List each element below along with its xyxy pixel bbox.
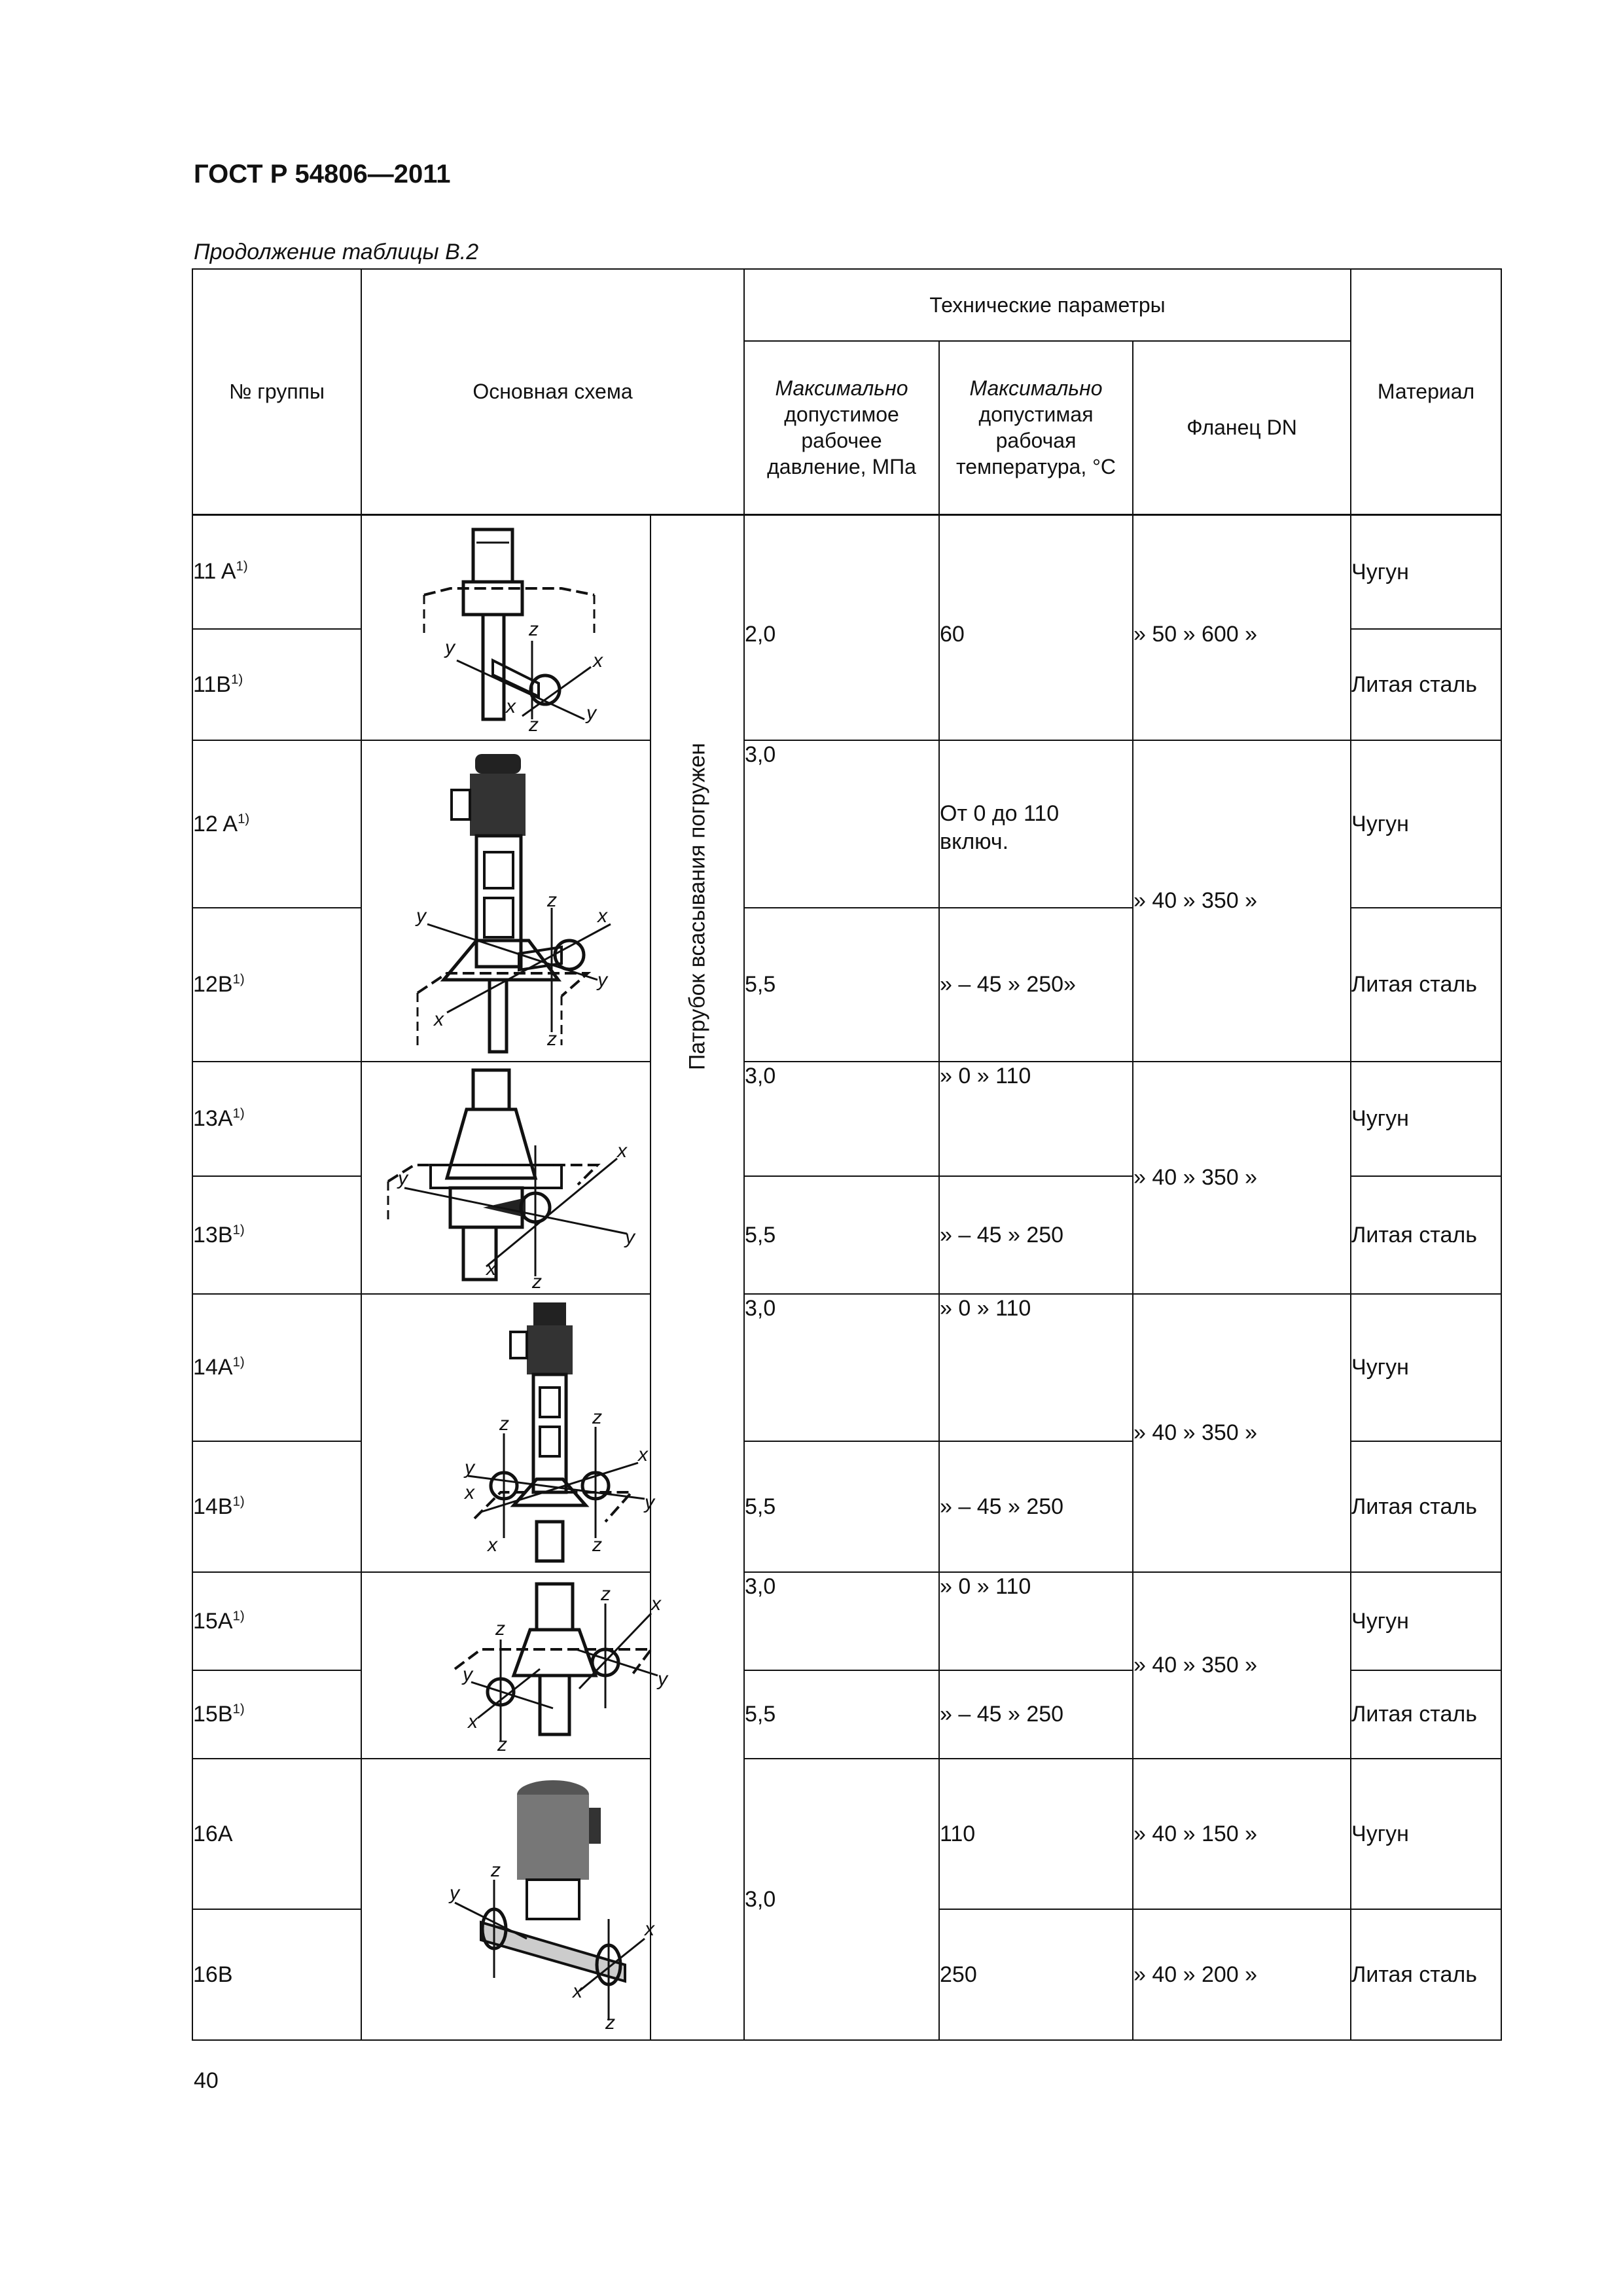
- axis-label-z: z: [532, 1270, 542, 1289]
- material-cell: Чугун: [1351, 1062, 1501, 1176]
- material-cell: Литая сталь: [1351, 1176, 1501, 1294]
- axis-label-x: x: [597, 905, 607, 927]
- axis-label-x: x: [506, 695, 516, 717]
- table-row: [192, 1759, 1501, 1909]
- pump-scheme-15-icon: [416, 1577, 690, 1754]
- group-cell: 12 $A^{1)}$: [192, 740, 361, 908]
- header-temperature-rest: допустимая рабочая температура, °С: [955, 403, 1116, 479]
- temperature-12a: От 0 до 110 включ.: [939, 740, 1133, 908]
- material-cell: Литая сталь: [1351, 1670, 1501, 1759]
- axis-label-x: x: [572, 1981, 582, 2002]
- material-cell: Чугун: [1351, 1572, 1501, 1670]
- group-cell: 16B: [192, 1909, 361, 2040]
- pump-scheme-14-icon: [429, 1296, 677, 1571]
- axis-label-x: x: [644, 1918, 654, 1940]
- page-number: 40: [194, 2068, 219, 2093]
- axis-label-x: x: [434, 1008, 444, 1030]
- header-pressure: [744, 341, 939, 514]
- suction-label: Патрубок всасывания погружен: [685, 742, 709, 1071]
- group-cell: $12B^{1)}$: [192, 908, 361, 1062]
- axis-label-z: z: [547, 889, 557, 911]
- axis-label-x: x: [486, 1257, 496, 1280]
- table-row: [192, 1294, 1501, 1441]
- header-group: № группы: [192, 269, 361, 514]
- pump-scheme-11-icon: [398, 523, 614, 732]
- pressure-14b: 5,5: [744, 1441, 939, 1572]
- material-cell: Литая сталь: [1351, 1909, 1501, 2040]
- group-cell: $14A^{1)}$: [192, 1294, 361, 1441]
- pressure-16: 3,0: [744, 1759, 939, 2040]
- axis-label-z: z: [499, 1412, 509, 1435]
- table-row: [192, 1572, 1501, 1670]
- axis-label-x: x: [651, 1592, 661, 1615]
- header-material: Материал: [1351, 269, 1501, 514]
- axis-label-y: y: [462, 1663, 473, 1685]
- material-cell: Чугун: [1351, 514, 1501, 629]
- table-row: [192, 514, 1501, 629]
- axis-label-y: y: [464, 1456, 474, 1479]
- spec-table: [192, 268, 1502, 2041]
- group-cell: 11 $A^{1)}$: [192, 514, 361, 629]
- axis-label-z: z: [490, 1859, 501, 1881]
- scheme-12-image: [361, 740, 651, 1062]
- pressure-13b: 5,5: [744, 1176, 939, 1294]
- temperature-13b: » – 45 » 250: [939, 1176, 1133, 1294]
- axis-label-y: y: [586, 702, 596, 724]
- material-cell: Литая сталь: [1351, 629, 1501, 740]
- pressure-15a: 3,0: [744, 1572, 939, 1670]
- material-cell: Чугун: [1351, 1294, 1501, 1441]
- material-cell: Чугун: [1351, 1759, 1501, 1909]
- temperature-12b: » – 45 » 250»: [939, 908, 1133, 1062]
- axis-label-x: x: [487, 1534, 497, 1556]
- axis-label-x: x: [617, 1139, 627, 1162]
- table-caption: Продолжение таблицы В.2: [194, 240, 479, 264]
- axis-label-z: z: [605, 2012, 615, 2030]
- temperature-11: 60: [939, 514, 1133, 740]
- pressure-12a: 3,0: [744, 740, 939, 908]
- pump-scheme-12-icon: [398, 744, 614, 1058]
- temperature-15a: » 0 » 110: [939, 1572, 1133, 1670]
- pressure-13a: 3,0: [744, 1062, 939, 1176]
- group-cell: $11B^{1)}$: [192, 629, 361, 740]
- axis-label-y: y: [445, 636, 455, 658]
- temperature-13a: » 0 » 110: [939, 1062, 1133, 1176]
- header-pressure-rest: допустимое рабочее давление, МПа: [767, 403, 916, 479]
- material-cell: Чугун: [1351, 740, 1501, 908]
- group-cell: $13B^{1)}$: [192, 1176, 361, 1294]
- header-pressure-italic: Максимально: [775, 376, 908, 401]
- pressure-15b: 5,5: [744, 1670, 939, 1759]
- scheme-11-image: [361, 514, 651, 740]
- axis-label-y: y: [416, 905, 426, 927]
- flange-12: » 40 » 350 »: [1133, 740, 1351, 1062]
- axis-label-x: x: [467, 1710, 478, 1732]
- axis-label-z: z: [495, 1617, 505, 1640]
- material-cell: Литая сталь: [1351, 1441, 1501, 1572]
- pressure-11: 2,0: [744, 514, 939, 740]
- document-title: ГОСТ Р 54806—2011: [194, 160, 451, 188]
- axis-label-z: z: [497, 1733, 507, 1754]
- flange-16a: » 40 » 150 »: [1133, 1759, 1351, 1909]
- axis-label-z: z: [592, 1534, 602, 1556]
- axis-label-y: y: [449, 1882, 459, 1904]
- axis-label-y: y: [644, 1491, 654, 1513]
- header-scheme: Основная схема: [361, 269, 744, 514]
- table-row: [192, 1062, 1501, 1176]
- axis-label-z: z: [592, 1406, 602, 1428]
- pressure-12b: 5,5: [744, 908, 939, 1062]
- group-cell: $15B^{1)}$: [192, 1670, 361, 1759]
- axis-label-y: y: [398, 1167, 408, 1189]
- temperature-14b: » – 45 » 250: [939, 1441, 1133, 1572]
- group-cell: $15A^{1)}$: [192, 1572, 361, 1670]
- flange-16b: » 40 » 200 »: [1133, 1909, 1351, 2040]
- flange-13: » 40 » 350 »: [1133, 1062, 1351, 1294]
- flange-15: » 40 » 350 »: [1133, 1572, 1351, 1759]
- header-temperature: [939, 341, 1133, 514]
- axis-label-z: z: [529, 618, 539, 640]
- header-tech-params: Технические параметры: [744, 269, 1351, 341]
- axis-label-y: y: [625, 1226, 635, 1248]
- table-row: [192, 740, 1501, 908]
- axis-label-x: x: [593, 649, 603, 672]
- flange-11: » 50 » 600 »: [1133, 514, 1351, 740]
- group-cell: $14B^{1)}$: [192, 1441, 361, 1572]
- group-cell: 16A: [192, 1759, 361, 1909]
- suction-column: [651, 514, 744, 2040]
- axis-label-y: y: [597, 969, 607, 991]
- material-cell: Литая сталь: [1351, 908, 1501, 1062]
- pressure-14a: 3,0: [744, 1294, 939, 1441]
- temperature-16a: 110: [939, 1759, 1133, 1909]
- flange-14: » 40 » 350 »: [1133, 1294, 1351, 1572]
- temperature-15b: » – 45 » 250: [939, 1670, 1133, 1759]
- pump-scheme-13-icon: [368, 1067, 643, 1289]
- pump-scheme-16-icon: [429, 1768, 677, 2030]
- group-cell: $13A^{1)}$: [192, 1062, 361, 1176]
- scheme-13-image: [361, 1062, 651, 1294]
- axis-label-z: z: [547, 1028, 557, 1050]
- axis-label-z: z: [600, 1583, 611, 1605]
- header-temperature-italic: Максимально: [969, 376, 1103, 401]
- axis-label-y: y: [657, 1668, 668, 1690]
- temperature-14a: » 0 » 110: [939, 1294, 1133, 1441]
- axis-label-z: z: [529, 713, 539, 732]
- axis-label-x: x: [637, 1443, 648, 1465]
- header-flange: Фланец DN: [1133, 341, 1351, 514]
- temperature-16b: 250: [939, 1909, 1133, 2040]
- axis-label-x: x: [464, 1481, 474, 1503]
